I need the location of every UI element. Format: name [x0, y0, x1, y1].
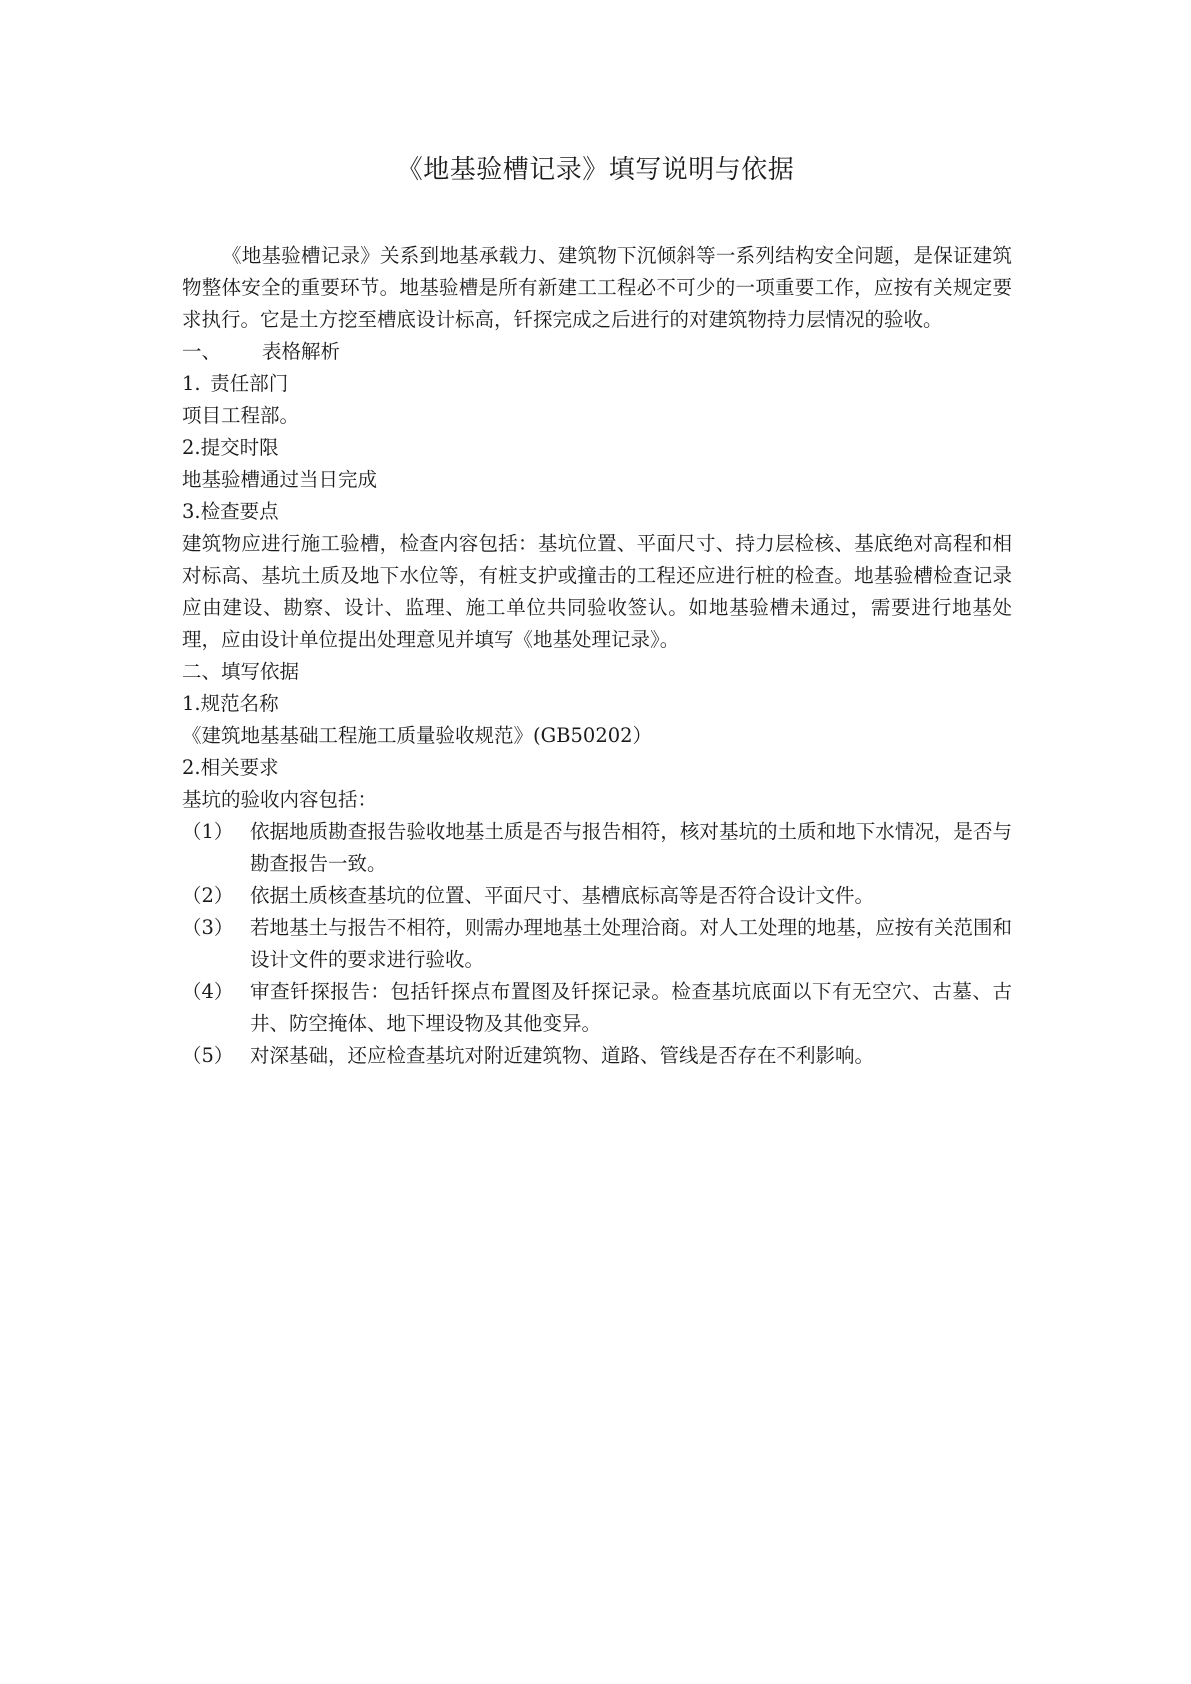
requirement-item [182, 816, 1012, 880]
section1-number: 一、 [182, 340, 222, 363]
requirement-item [182, 880, 1012, 912]
requirement-text: 审查钎探报告：包括钎探点布置图及钎探记录。检查基坑底面以下有无空穴、古墓、古井、防空掩体、地下埋设物及其他变异。 [250, 980, 1012, 1035]
requirement-item [182, 1040, 1012, 1072]
document-body [182, 240, 1012, 1072]
requirement-number: （5） [182, 1044, 234, 1067]
item1-heading [182, 368, 1012, 400]
req-heading: 2.相关要求 [182, 756, 279, 779]
section1-heading [182, 336, 1012, 368]
requirement-number: （2） [182, 884, 234, 907]
section1-title: 表格解析 [262, 340, 341, 363]
item2-heading: 2.提交时限 [182, 436, 279, 459]
requirement-number: （4） [182, 980, 234, 1003]
requirement-number: （1） [182, 820, 234, 843]
item1-content: 项目工程部。 [182, 404, 300, 427]
item2-content: 地基验槽通过当日完成 [182, 468, 378, 491]
requirement-text: 若地基土与报告不相符，则需办理地基土处理洽商。对人工处理的地基，应按有关范围和设计文件的要求进行验收。 [250, 916, 1012, 971]
intro-paragraph: 《地基验槽记录》关系到地基承载力、建筑物下沉倾斜等一系列结构安全问题，是保证建筑物整体安全的重要环节。地基验槽是所有新建工工程必不可少的一项重要工作，应按有关规定要求执行。它是土方挖至槽底设计标高，钎探完成之后进行的对建筑物持力层情况的验收。 [182, 244, 1012, 331]
requirement-text: 依据土质核查基坑的位置、平面尺寸、基槽底标高等是否符合设计文件。 [250, 884, 875, 907]
item3-heading: 3.检查要点 [182, 500, 279, 523]
req-intro: 基坑的验收内容包括： [182, 788, 378, 811]
document-title: 《地基验槽记录》填写说明与依据 [396, 155, 795, 185]
section2-heading: 二、填写依据 [182, 660, 300, 683]
item1-number: 1. [182, 372, 201, 395]
spec-name: 《建筑地基基础工程施工质量验收规范》(GB50202） [182, 724, 653, 747]
requirement-item [182, 976, 1012, 1040]
requirement-text: 依据地质勘查报告验收地基土质是否与报告相符，核对基坑的土质和地下水情况，是否与勘查报告一致。 [250, 820, 1012, 875]
spec-heading: 1.规范名称 [182, 692, 279, 715]
item1-title: 责任部门 [210, 372, 289, 395]
requirement-item [182, 912, 1012, 976]
requirement-number: （3） [182, 916, 234, 939]
requirement-text: 对深基础，还应检查基坑对附近建筑物、道路、管线是否存在不利影响。 [250, 1044, 875, 1067]
item3-content: 建筑物应进行施工验槽，检查内容包括：基坑位置、平面尺寸、持力层检核、基底绝对高程和相对标高、基坑土质及地下水位等，有桩支护或撞击的工程还应进行桩的检查。地基验槽检查记录应由建设、勘察、设计、监理、施工单位共同验收签认。如地基验槽未通过，需要进行地基处理，应由设计单位提出处理意见并填写《地基处理记录》。 [182, 532, 1012, 651]
